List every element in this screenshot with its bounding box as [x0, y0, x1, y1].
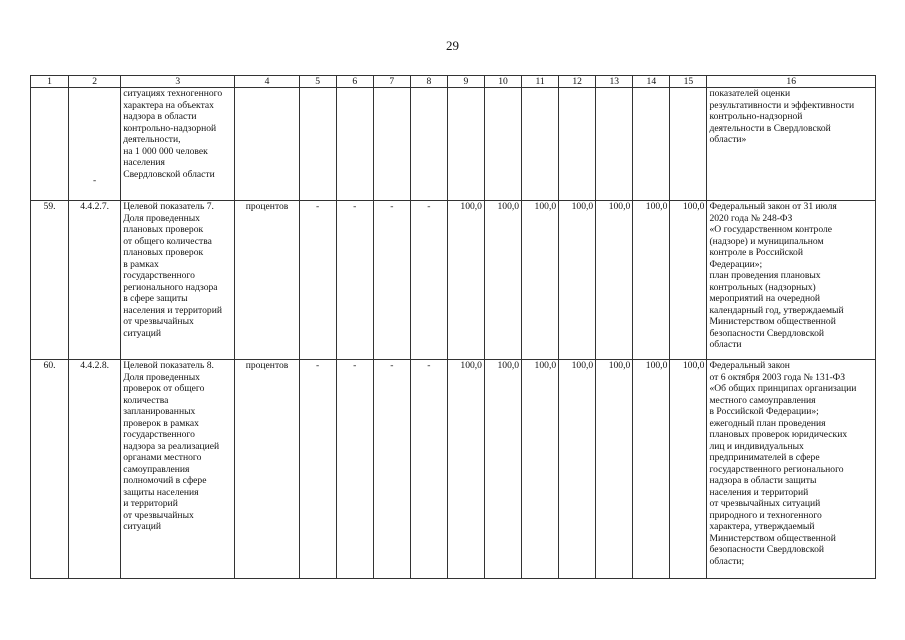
row-number-cell	[31, 88, 69, 201]
value-cell: -	[299, 201, 336, 360]
header-cell: 11	[522, 76, 559, 88]
value-cell: -	[299, 360, 336, 579]
value-cell: 100,0	[670, 360, 707, 579]
indicator-cell: Целевой показатель 7. Доля проведенных плановых проверок от общего количества плановых проверок в рамках государственного регионального надзора в сфере защиты населения и территорий от чрезвычайных ситуаций	[121, 201, 235, 360]
value-cell: 100,0	[633, 360, 670, 579]
value-cell: 100,0	[447, 360, 484, 579]
header-cell: 5	[299, 76, 336, 88]
row-number-cell: 60.	[31, 360, 69, 579]
unit-cell: процентов	[235, 360, 299, 579]
table-row	[31, 201, 876, 360]
value-cell	[633, 88, 670, 201]
header-cell: 8	[410, 76, 447, 88]
value-cell: -	[410, 360, 447, 579]
value-cell: 100,0	[596, 201, 633, 360]
header-cell: 12	[559, 76, 596, 88]
value-cell	[559, 88, 596, 201]
value-cell: -	[410, 201, 447, 360]
unit-cell	[235, 88, 299, 201]
value-cell: 100,0	[484, 360, 521, 579]
header-cell: 7	[373, 76, 410, 88]
value-cell	[522, 88, 559, 201]
value-cell: 100,0	[559, 360, 596, 579]
indicator-cell: Целевой показатель 8. Доля проведенных проверок от общего количества запланированных проверок в рамках государственного надзора за реализацией органами местного самоуправления полномочий в сфере защиты населения и территорий от чрезвычайных ситуаций	[121, 360, 235, 579]
value-cell: -	[336, 201, 373, 360]
code-cell: -	[69, 88, 121, 201]
value-cell	[299, 88, 336, 201]
value-cell: -	[373, 201, 410, 360]
unit-cell: процентов	[235, 201, 299, 360]
value-cell: 100,0	[522, 201, 559, 360]
value-cell	[336, 88, 373, 201]
header-cell: 4	[235, 76, 299, 88]
table-row	[31, 360, 876, 579]
value-cell: 100,0	[447, 201, 484, 360]
header-cell: 9	[447, 76, 484, 88]
header-cell: 14	[633, 76, 670, 88]
header-row	[31, 76, 876, 88]
value-cell: 100,0	[522, 360, 559, 579]
value-cell: -	[336, 360, 373, 579]
code-cell: 4.4.2.7.	[69, 201, 121, 360]
source-cell: показателей оценки результативности и эффективности контрольно-надзорной деятельности в Свердловской области»	[707, 88, 876, 201]
header-cell: 13	[596, 76, 633, 88]
indicator-cell: ситуациях техногенного характера на объектах надзора в области контрольно-надзорной деятельности, на 1 000 000 человек населения Свердловской области	[121, 88, 235, 201]
row-number-cell: 59.	[31, 201, 69, 360]
page-number: 29	[446, 38, 459, 53]
header-cell: 16	[707, 76, 876, 88]
value-cell	[596, 88, 633, 201]
value-cell: 100,0	[670, 201, 707, 360]
table-row	[31, 88, 876, 201]
value-cell: 100,0	[633, 201, 670, 360]
header-cell: 3	[121, 76, 235, 88]
value-cell	[447, 88, 484, 201]
source-cell: Федеральный закон от 6 октября 2003 года № 131-ФЗ «Об общих принципах организации местного самоуправления в Российской Федерации»; ежегодный план проведения плановых проверок юридических лиц и индивидуальных предпринимателей в сфере государственного регионального надзора в области защиты населения и территорий от чрезвычайных ситуаций природного и техногенного характера, утверждаемый Министерством общественной безопасности Свердловской области;	[707, 360, 876, 579]
value-cell: 100,0	[596, 360, 633, 579]
value-cell	[410, 88, 447, 201]
value-cell	[670, 88, 707, 201]
header-cell: 10	[484, 76, 521, 88]
header-cell: 1	[31, 76, 69, 88]
source-cell: Федеральный закон от 31 июля 2020 года № 248-ФЗ «О государственном контроле (надзоре) и муниципальном контроле в Российской Федерации»; план проведения плановых контрольных (надзорных) мероприятий на очередной календарный год, утверждаемый Министерством общественной безопасности Свердловской области	[707, 201, 876, 360]
value-cell: 100,0	[484, 201, 521, 360]
indicators-table	[30, 75, 876, 579]
value-cell: 100,0	[559, 201, 596, 360]
header-cell: 2	[69, 76, 121, 88]
header-cell: 15	[670, 76, 707, 88]
code-cell: 4.4.2.8.	[69, 360, 121, 579]
value-cell	[373, 88, 410, 201]
value-cell	[484, 88, 521, 201]
value-cell: -	[373, 360, 410, 579]
header-cell: 6	[336, 76, 373, 88]
